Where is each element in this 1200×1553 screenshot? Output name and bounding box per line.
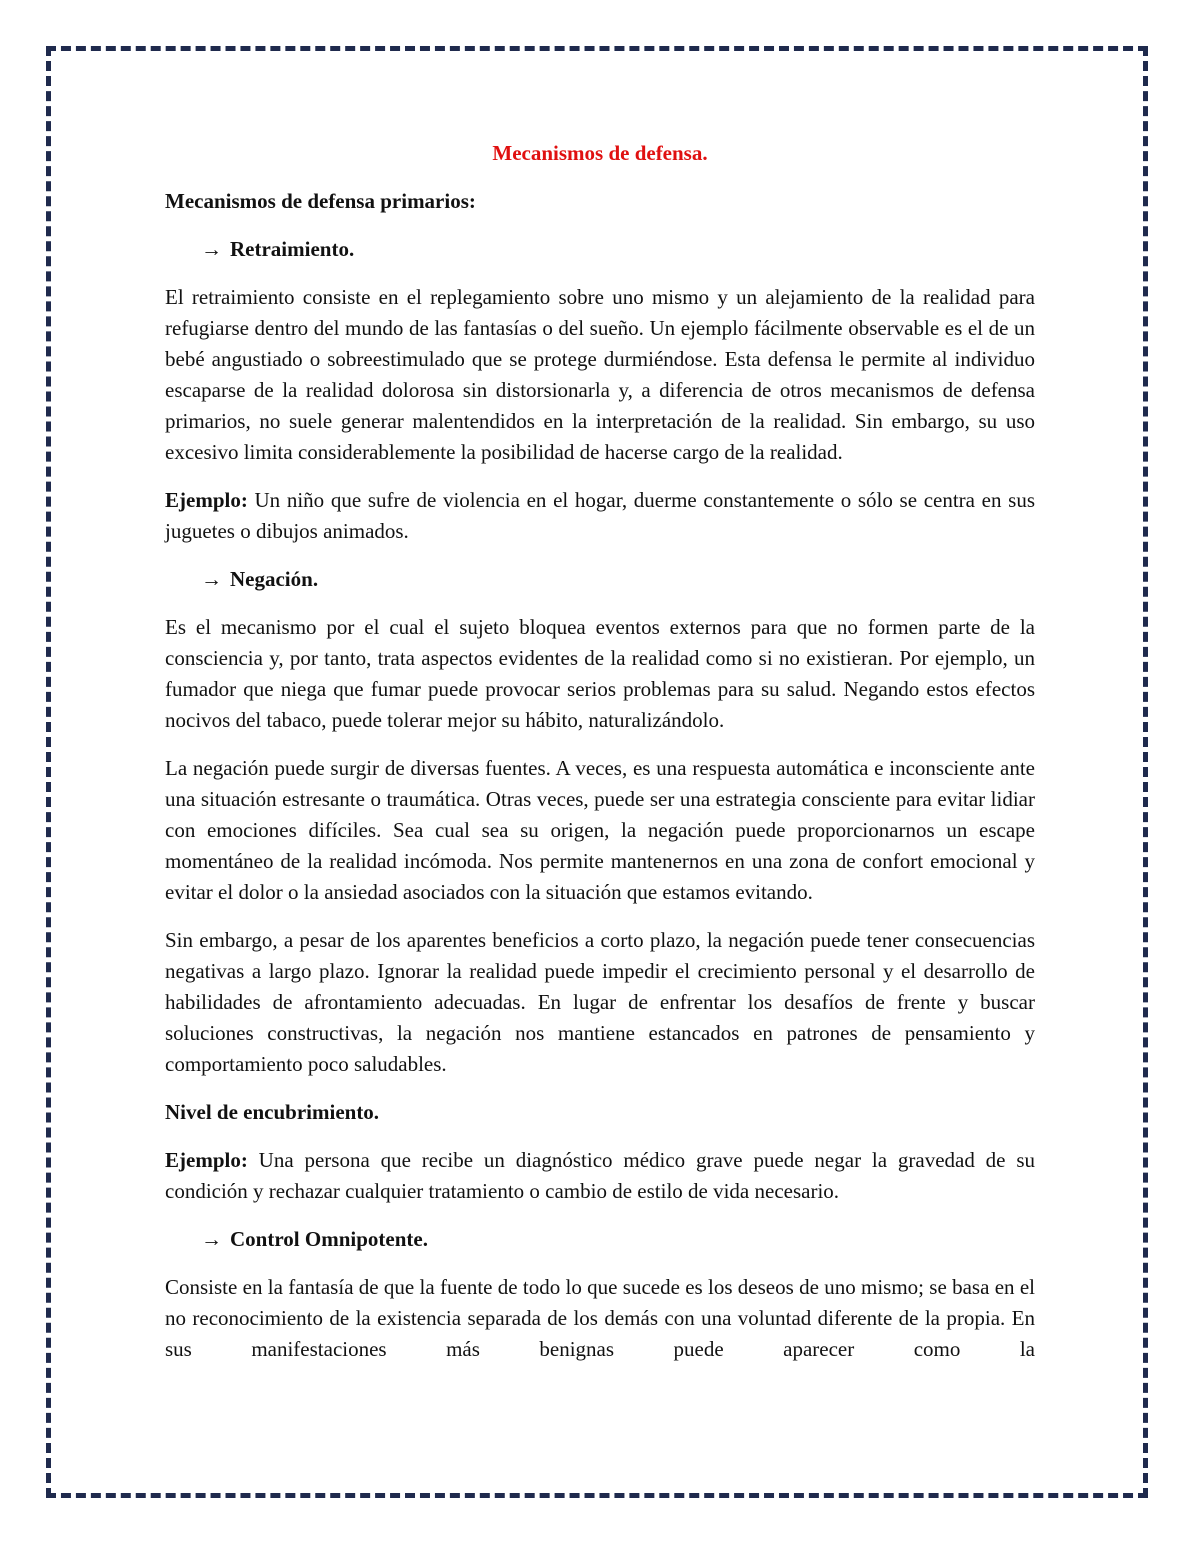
subheading-label: Control Omnipotente. (230, 1227, 428, 1251)
subheading-control-omnipotente (165, 1224, 1035, 1255)
example-negacion (165, 1145, 1035, 1207)
paragraph-negacion-2: La negación puede surgir de diversas fuentes. A veces, es una respuesta automática e inconsciente ante una situación estresante o traumática. Otras veces, puede ser una estrategia consciente para evitar lidiar con emociones difíciles. Sea cual sea su origen, la negación puede proporcionarnos un escape momentáneo de la realidad incómoda. Nos permite mantenernos en una zona de confort emocional y evitar el dolor o la ansiedad asociados con la situación que estamos evitando. (165, 756, 1035, 904)
section-heading-primary: Mecanismos de defensa primarios: (165, 189, 476, 213)
document-title: Mecanismos de defensa. (492, 141, 708, 165)
example-retraimiento (165, 485, 1035, 547)
subheading-label: Negación. (230, 567, 319, 591)
level-heading: Nivel de encubrimiento. (165, 1100, 380, 1124)
paragraph-negacion-1: Es el mecanismo por el cual el sujeto bloquea eventos externos para que no formen parte de la consciencia y, por tanto, trata aspectos evidentes de la realidad como si no existieran. Por ejemplo, un fumador que niega que fumar puede provocar serios problemas para su salud. Negando estos efectos nocivos del tabaco, puede tolerar mejor su hábito, naturalizándolo. (165, 615, 1035, 732)
example-text: Una persona que recibe un diagnóstico médico grave puede negar la gravedad de su condición y rechazar cualquier tratamiento o cambio de estilo de vida necesario. (165, 1148, 1035, 1203)
example-label: Ejemplo: (165, 1148, 248, 1172)
paragraph-control-omnipotente: Consiste en la fantasía de que la fuente de todo lo que sucede es los deseos de uno mismo; se basa en el no reconocimiento de la existencia separada de los demás con una voluntad diferente de la propia. En sus manifestaciones más benignas puede aparecer como la (165, 1275, 1035, 1361)
arrow-icon: → (201, 237, 222, 261)
paragraph-retraimiento: El retraimiento consiste en el replegamiento sobre uno mismo y un alejamiento de la realidad para refugiarse dentro del mundo de las fantasías o del sueño. Un ejemplo fácilmente observable es el de un bebé angustiado o sobreestimulado que se protege durmiéndose. Esta defensa le permite al individuo escaparse de la realidad dolorosa sin distorsionarla y, a diferencia de otros mecanismos de defensa primarios, no suele generar malentendidos en la interpretación de la realidad. Sin embargo, su uso excesivo limita considerablemente la posibilidad de hacerse cargo de la realidad. (165, 285, 1035, 464)
arrow-icon: → (201, 567, 222, 591)
subheading-retraimiento (165, 234, 1035, 265)
example-text: Un niño que sufre de violencia en el hogar, duerme constantemente o sólo se centra en sus juguetes o dibujos animados. (165, 488, 1035, 543)
subheading-negacion (165, 564, 1035, 595)
example-label: Ejemplo: (165, 488, 248, 512)
subheading-label: Retraimiento. (230, 237, 355, 261)
paragraph-negacion-3: Sin embargo, a pesar de los aparentes beneficios a corto plazo, la negación puede tener consecuencias negativas a largo plazo. Ignorar la realidad puede impedir el crecimiento personal y el desarrollo de habilidades de afrontamiento adecuadas. En lugar de enfrentar los desafíos de frente y buscar soluciones constructivas, la negación nos mantiene estancados en patrones de pensamiento y comportamiento poco saludables. (165, 928, 1035, 1076)
arrow-icon: → (201, 1227, 222, 1251)
document-body (165, 138, 1035, 1382)
